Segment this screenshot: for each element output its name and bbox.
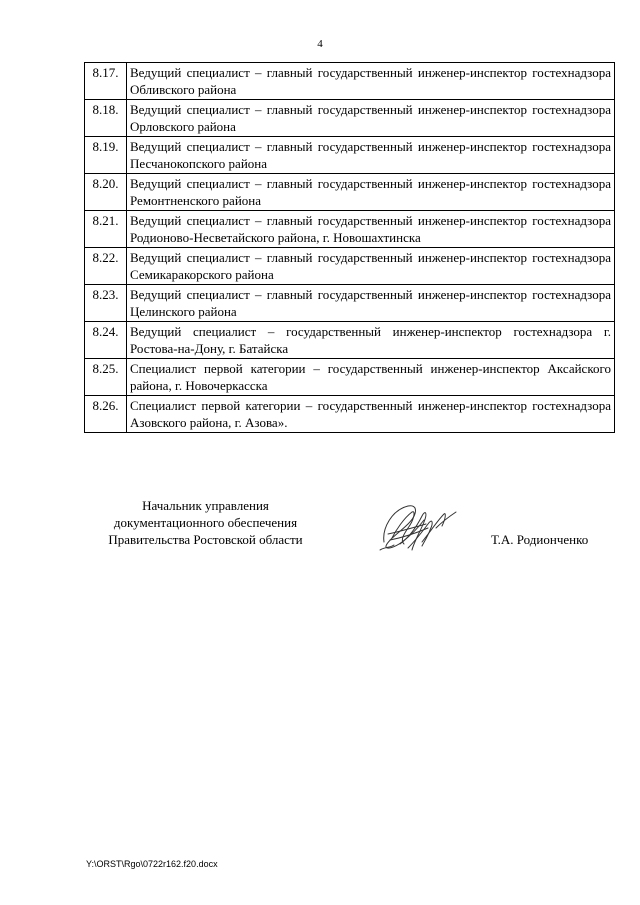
signatory-title-line: Начальник управления — [142, 498, 269, 513]
signatory-title-block — [88, 497, 323, 548]
row-number: 8.17. — [85, 63, 127, 100]
row-number: 8.23. — [85, 285, 127, 322]
handwritten-signature — [378, 498, 460, 556]
row-position-title: Ведущий специалист – главный государственный инженер-инспектор гостехнадзора Ремонтненского района — [127, 174, 615, 211]
row-position-title: Ведущий специалист – главный государственный инженер-инспектор гостехнадзора Песчанокопского района — [127, 137, 615, 174]
table-row — [85, 359, 615, 396]
row-number: 8.26. — [85, 396, 127, 433]
row-number: 8.25. — [85, 359, 127, 396]
row-position-title: Ведущий специалист – государственный инженер-инспектор гостехнадзора г. Ростова-на-Дону, г. Батайска — [127, 322, 615, 359]
table-row — [85, 322, 615, 359]
row-number: 8.22. — [85, 248, 127, 285]
signatory-title-line: документационного обеспечения — [113, 515, 298, 530]
table-row — [85, 137, 615, 174]
table-row — [85, 285, 615, 322]
table-row — [85, 396, 615, 433]
positions-table — [84, 62, 615, 433]
row-number: 8.18. — [85, 100, 127, 137]
row-number: 8.21. — [85, 211, 127, 248]
row-number: 8.20. — [85, 174, 127, 211]
row-number: 8.19. — [85, 137, 127, 174]
row-position-title: Специалист первой категории – государственный инженер-инспектор гостехнадзора Азовского района, г. Азова». — [127, 396, 615, 433]
row-number: 8.24. — [85, 322, 127, 359]
table-row — [85, 211, 615, 248]
table-row — [85, 174, 615, 211]
row-position-title: Ведущий специалист – главный государственный инженер-инспектор гостехнадзора Обливского района — [127, 63, 615, 100]
row-position-title: Ведущий специалист – главный государственный инженер-инспектор гостехнадзора Целинского района — [127, 285, 615, 322]
signer-name: Т.А. Родионченко — [491, 532, 589, 547]
row-position-title: Ведущий специалист – главный государственный инженер-инспектор гостехнадзора Родионово-Несветайского района, г. Новошахтинска — [127, 211, 615, 248]
row-position-title: Ведущий специалист – главный государственный инженер-инспектор гостехнадзора Орловского района — [127, 100, 615, 137]
table-row — [85, 248, 615, 285]
signatory-title-line: Правительства Ростовской области — [108, 532, 303, 547]
row-position-title: Ведущий специалист – главный государственный инженер-инспектор гостехнадзора Семикаракорского района — [127, 248, 615, 285]
table-row — [85, 100, 615, 137]
document-file-path: Y:\ORST\Rgo\0722r162.f20.docx — [86, 859, 218, 869]
table-row — [85, 63, 615, 100]
page-number: 4 — [317, 38, 323, 50]
row-position-title: Специалист первой категории – государственный инженер-инспектор Аксайского района, г. Новочеркасска — [127, 359, 615, 396]
